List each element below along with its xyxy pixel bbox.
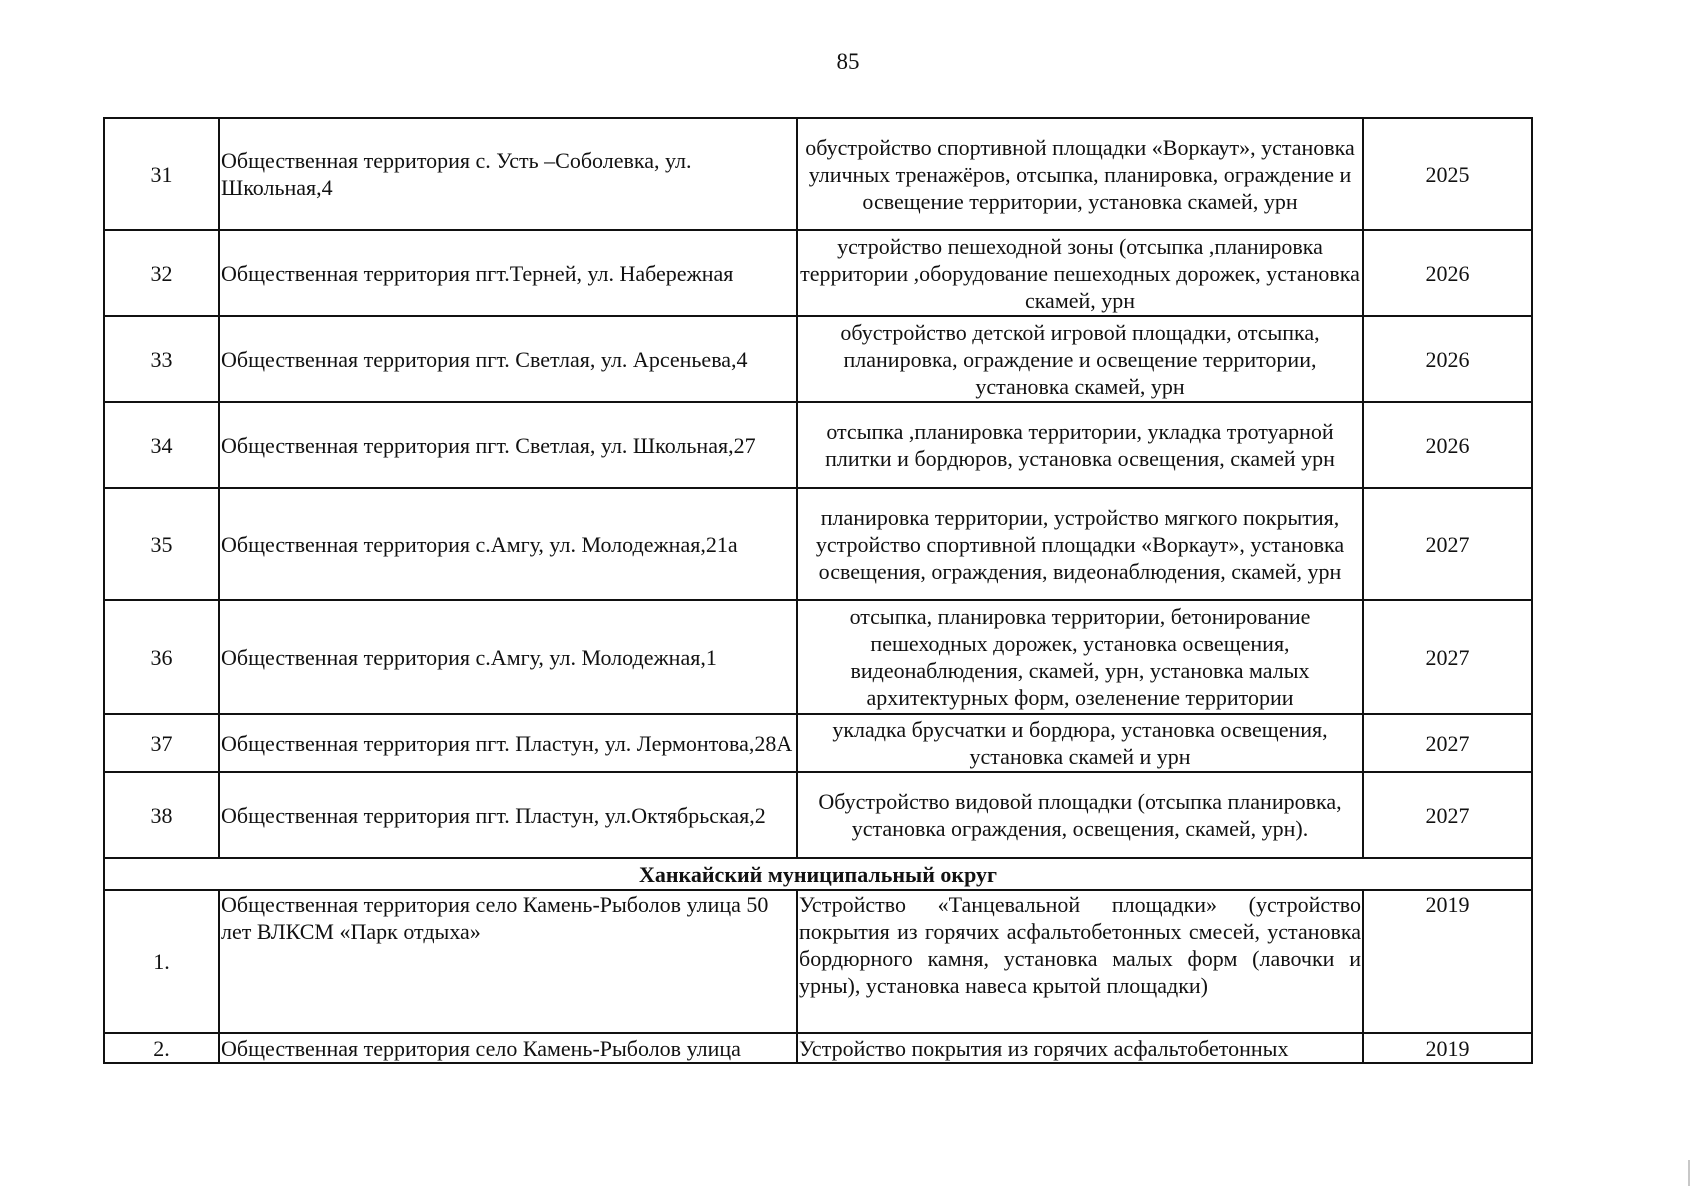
- implementation-year: 2019: [1363, 890, 1532, 1033]
- implementation-year: 2027: [1363, 600, 1532, 714]
- work-description: укладка брусчатки и бордюра, установка освещения, установка скамей и урн: [797, 714, 1363, 772]
- territory-name: Общественная территория пгт. Светлая, ул. Арсеньева,4: [219, 316, 797, 402]
- implementation-year: 2025: [1363, 118, 1532, 230]
- work-description: отсыпка, планировка территории, бетонирование пешеходных дорожек, установка освещения, видеонаблюдения, скамей, урн, установка малых архитектурных форм, озеленение территории: [797, 600, 1363, 714]
- table-row: [104, 316, 1532, 402]
- implementation-year: 2019: [1363, 1033, 1532, 1063]
- territory-name: Общественная территория село Камень-Рыболов улица 50 лет ВЛКСМ «Парк отдыха»: [219, 890, 797, 1033]
- work-description: Обустройство видовой площадки (отсыпка планировка, установка ограждения, освещения, скамей, урн).: [797, 772, 1363, 858]
- row-number: 34: [104, 402, 219, 488]
- table-row: [104, 230, 1532, 316]
- work-description: обустройство детской игровой площадки, отсыпка, планировка, ограждение и освещение территории, установка скамей, урн: [797, 316, 1363, 402]
- row-number: 37: [104, 714, 219, 772]
- territory-name: Общественная территория пгт. Пластун, ул.Октябрьская,2: [219, 772, 797, 858]
- work-description: устройство пешеходной зоны (отсыпка ,планировка территории ,оборудование пешеходных дорожек, установка скамей, урн: [797, 230, 1363, 316]
- territory-name: Общественная территория село Камень-Рыболов улица: [219, 1033, 797, 1063]
- table-row: [104, 600, 1532, 714]
- row-number: 33: [104, 316, 219, 402]
- implementation-year: 2027: [1363, 488, 1532, 600]
- table-row: [104, 488, 1532, 600]
- territory-name: Общественная территория с.Амгу, ул. Молодежная,1: [219, 600, 797, 714]
- improvement-program-table: [103, 117, 1533, 1064]
- implementation-year: 2026: [1363, 230, 1532, 316]
- territory-name: Общественная территория с.Амгу, ул. Молодежная,21а: [219, 488, 797, 600]
- implementation-year: 2026: [1363, 402, 1532, 488]
- territory-name: Общественная территория пгт.Терней, ул. Набережная: [219, 230, 797, 316]
- row-number: 1.: [104, 890, 219, 1033]
- implementation-year: 2027: [1363, 714, 1532, 772]
- implementation-year: 2027: [1363, 772, 1532, 858]
- row-number: 35: [104, 488, 219, 600]
- work-description: планировка территории, устройство мягкого покрытия, устройство спортивной площадки «Воркаут», установка освещения, ограждения, видеонаблюдения, скамей, урн: [797, 488, 1363, 600]
- work-description: обустройство спортивной площадки «Воркаут», установка уличных тренажёров, отсыпка, планировка, ограждение и освещение территории, установка скамей, урн: [797, 118, 1363, 230]
- scan-artifact-line: [1688, 1160, 1690, 1186]
- row-number: 31: [104, 118, 219, 230]
- row-number: 2.: [104, 1033, 219, 1063]
- table-row: [104, 402, 1532, 488]
- section-title: Ханкайский муниципальный округ: [104, 858, 1532, 890]
- table-row: [104, 890, 1532, 1033]
- implementation-year: 2026: [1363, 316, 1532, 402]
- territory-name: Общественная территория пгт. Светлая, ул. Школьная,27: [219, 402, 797, 488]
- row-number: 36: [104, 600, 219, 714]
- territory-name: Общественная территория с. Усть –Соболевка, ул. Школьная,4: [219, 118, 797, 230]
- table-row: [104, 714, 1532, 772]
- table-row: [104, 118, 1532, 230]
- page-number: 85: [836, 49, 860, 74]
- territory-name: Общественная территория пгт. Пластун, ул. Лермонтова,28А: [219, 714, 797, 772]
- row-number: 32: [104, 230, 219, 316]
- work-description: Устройство «Танцевальной площадки» (устройство покрытия из горячих асфальтобетонных смесей, установка бордюрного камня, установка малых форм (лавочки и урны), установка навеса крытой площадки): [797, 890, 1363, 1033]
- row-number: 38: [104, 772, 219, 858]
- table-row: [104, 1033, 1532, 1063]
- table-row: [104, 772, 1532, 858]
- section-header-row: [104, 858, 1532, 890]
- work-description: отсыпка ,планировка территории, укладка тротуарной плитки и бордюров, установка освещения, скамей урн: [797, 402, 1363, 488]
- work-description: Устройство покрытия из горячих асфальтобетонных: [797, 1033, 1363, 1063]
